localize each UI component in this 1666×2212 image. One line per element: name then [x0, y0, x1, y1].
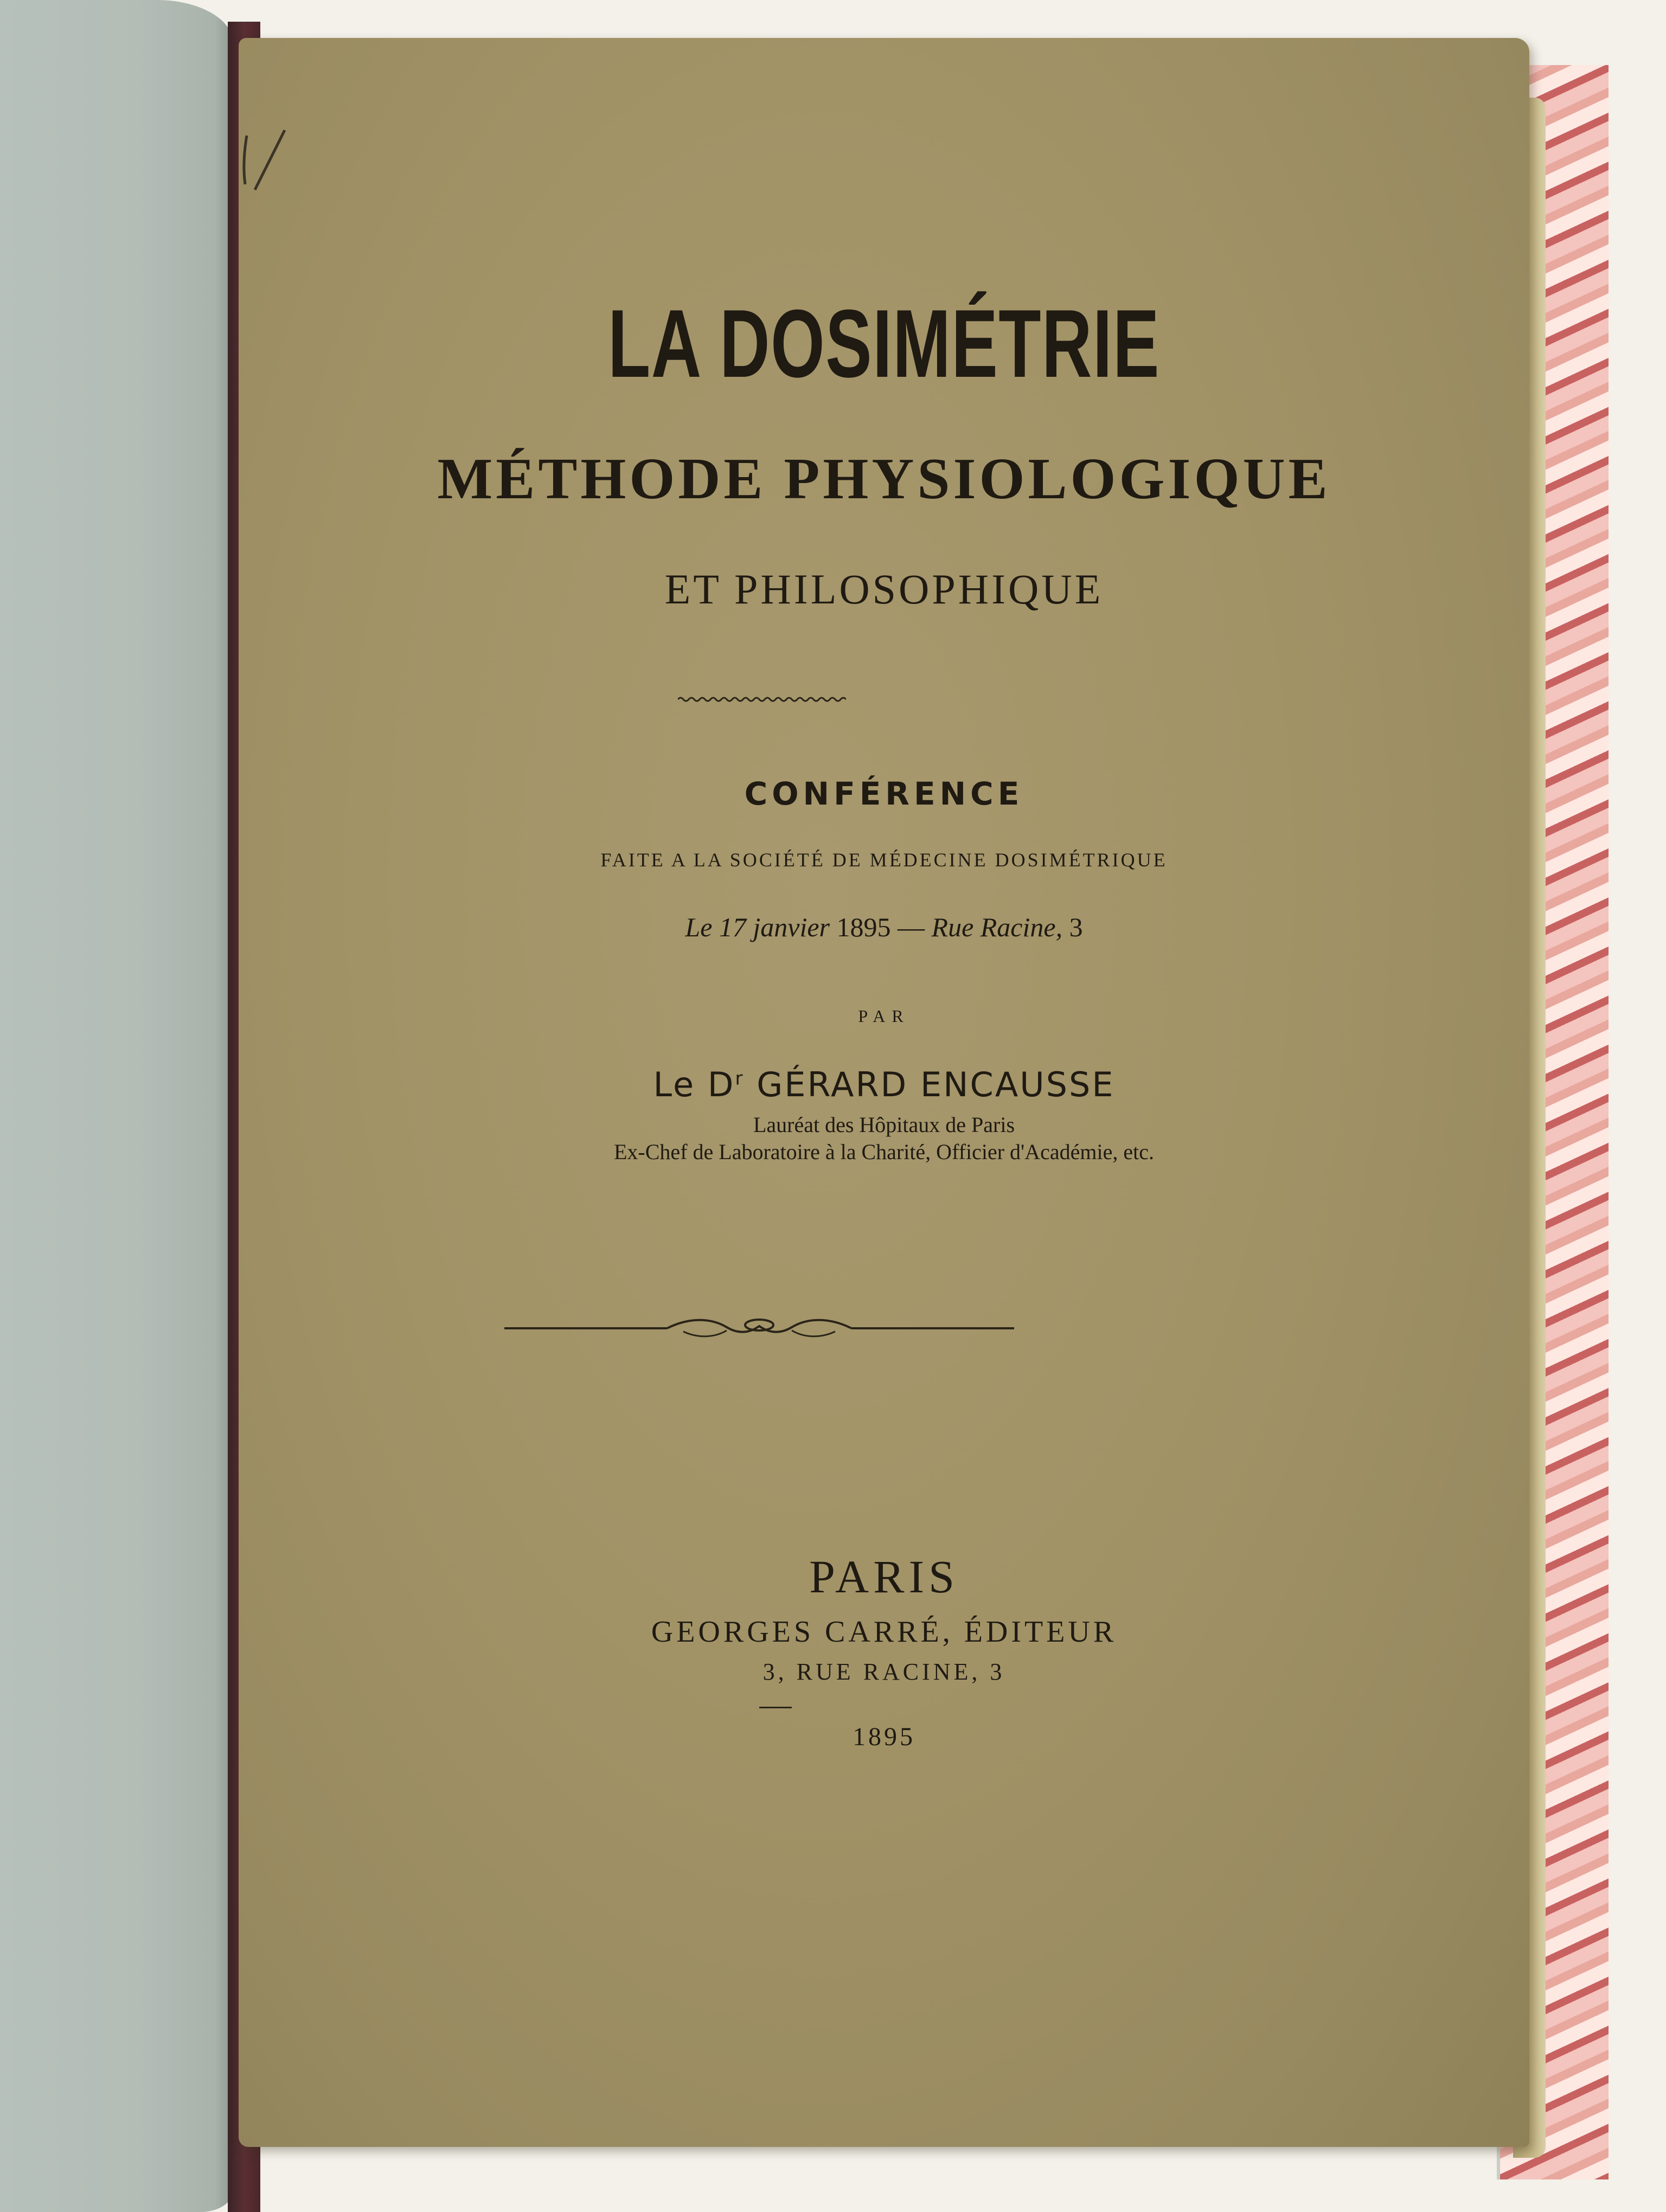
date-separator: — [898, 912, 925, 942]
author-name: GÉRARD ENCAUSSE [757, 1065, 1115, 1104]
date-year: 1895 [836, 912, 891, 942]
wavy-divider [678, 694, 846, 705]
short-rule [759, 1707, 792, 1708]
by-line: PAR [858, 1006, 910, 1026]
author-line [239, 1065, 1529, 1104]
author-prefix: Le D [653, 1065, 735, 1104]
left-endpaper [0, 0, 233, 2212]
document-title: LA DOSIMÉTRIE [608, 290, 1160, 397]
imprint-address: 3, RUE RACINE, 3 [762, 1658, 1005, 1685]
ornamental-divider [504, 1312, 1014, 1345]
pencil-mark-icon [233, 125, 298, 195]
conference-heading: CONFÉRENCE [744, 775, 1024, 812]
author-credential-1: Lauréat des Hôpitaux de Paris [753, 1113, 1015, 1137]
document-subtitle-1: MÉTHODE PHYSIOLOGIQUE [437, 447, 1331, 511]
imprint-year: 1895 [853, 1722, 915, 1751]
date-number: 3 [1069, 912, 1083, 942]
author-credential-2: Ex-Chef de Laboratoire à la Charité, Officier d'Académie, etc. [614, 1140, 1154, 1164]
occasion-line: FAITE A LA SOCIÉTÉ DE MÉDECINE DOSIMÉTRIQUE [600, 849, 1168, 871]
imprint-publisher: GEORGES CARRÉ, ÉDITEUR [651, 1615, 1117, 1649]
date-line [239, 914, 1529, 941]
imprint-city: PARIS [809, 1551, 959, 1603]
date-place: Rue Racine, [931, 912, 1063, 942]
date-prefix: Le 17 janvier [685, 912, 830, 942]
document-subtitle-2: ET PHILOSOPHIQUE [664, 565, 1104, 613]
author-title-sup: r [735, 1068, 745, 1090]
